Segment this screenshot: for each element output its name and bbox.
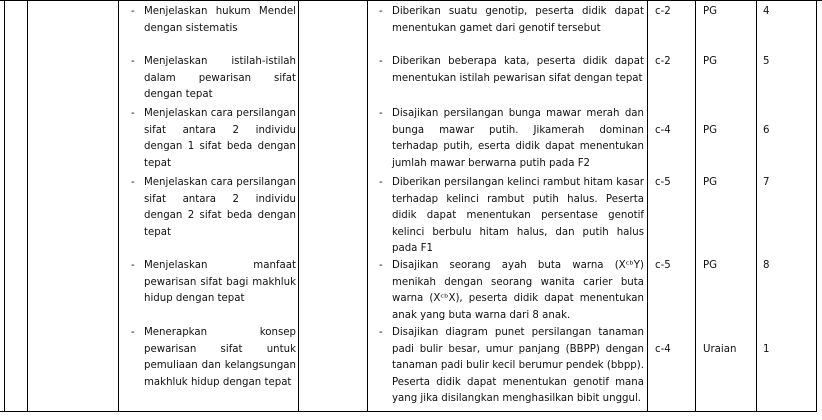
question-text: Diberikan suatu genotip, peserta didik dapat menentukan gamet dari genotif tersebut — [392, 6, 644, 34]
question-form: PG — [703, 6, 718, 17]
col-border-1 — [27, 0, 28, 412]
question-dash: - — [379, 56, 383, 67]
indicator-dash: - — [131, 327, 135, 338]
question-text: Diberikan beberapa kata, peserta didik dapat menentukan istilah pewarisan sifat dengan tepat — [392, 56, 644, 84]
table-top-border — [0, 0, 822, 1]
cognitive-level: c-4 — [655, 344, 671, 355]
question-dash: - — [379, 177, 383, 188]
indicator-dash: - — [131, 108, 135, 119]
question-number: 4 — [763, 6, 770, 17]
question-text: Disajikan seorang ayah buta warna (XᶜᵇY) menikah dengan seorang wanita carier buta warna (XᶜᵇX), peserta didik dapat menentukan anak yang buta warna dari 8 anak. — [392, 260, 644, 321]
indicator-text: Menjelaskan cara persilangan sifat antara 2 individu dengan 1 sifat beda dengan tepat — [144, 108, 296, 169]
indicator-dash: - — [131, 260, 135, 271]
question-text: Disajikan diagram punet persilangan tanaman padi bulir besar, umur panjang (BBPP) dengan tanaman padi bulir kecil berumur pendek (bbpp). Peserta didik dapat menentukan genotif mana yang jika disilangkan menghasilkan bibit unggul. — [392, 327, 644, 404]
col-border-3 — [298, 0, 299, 412]
question-dash: - — [379, 108, 383, 119]
cognitive-level: c-4 — [655, 125, 671, 136]
indicator-dash: - — [131, 56, 135, 67]
col-border-0 — [4, 0, 5, 412]
question-form: PG — [703, 125, 718, 136]
indicator-dash: - — [131, 6, 135, 17]
indicator-text: Menjelaskan manfaat pewarisan sifat bagi makhluk hidup dengan tepat — [144, 260, 296, 304]
question-text: Disajikan persilangan bunga mawar merah dan bunga mawar putih. Jikamerah dominan terhadap putih, eserta didik dapat menentukan jumlah mawar berwarna putih pada F2 — [392, 108, 644, 169]
col-border-8 — [816, 0, 817, 412]
question-number: 5 — [763, 56, 770, 67]
question-form: PG — [703, 56, 718, 67]
col-border-5 — [647, 0, 648, 412]
cognitive-level: c-2 — [655, 56, 671, 67]
question-form: Uraian — [703, 344, 737, 355]
indicator-text: Menerapkan konsep pewarisan sifat untuk pemuliaan dan kelangsungan makhluk hidup dengan tepat — [144, 327, 296, 388]
indicator-dash: - — [131, 177, 135, 188]
col-border-4 — [367, 0, 368, 412]
question-dash: - — [379, 6, 383, 17]
indicator-text: Menjelaskan cara persilangan sifat antara 2 individu dengan 2 sifat beda dengan tepat — [144, 177, 296, 238]
indicator-text: Menjelaskan hukum Mendel dengan sistematis — [144, 6, 296, 34]
question-form: PG — [703, 177, 718, 188]
col-border-2 — [118, 0, 119, 412]
question-number: 1 — [763, 344, 770, 355]
question-form: PG — [703, 260, 718, 271]
col-border-6 — [695, 0, 696, 412]
cognitive-level: c-2 — [655, 6, 671, 17]
question-number: 7 — [763, 177, 770, 188]
question-number: 8 — [763, 260, 770, 271]
indicator-text: Menjelaskan istilah-istilah dalam pewarisan sifat dengan tepat — [144, 56, 296, 100]
question-dash: - — [379, 327, 383, 338]
cognitive-level: c-5 — [655, 177, 671, 188]
cognitive-level: c-5 — [655, 260, 671, 271]
question-dash: - — [379, 260, 383, 271]
question-text: Diberikan persilangan kelinci rambut hitam kasar terhadap kelinci rambut putih halus. Peserta didik dapat menentukan persentase genotif kelinci berbulu hitam halus, dan putih halus pada F1 — [392, 177, 644, 254]
col-border-7 — [756, 0, 757, 412]
question-number: 6 — [763, 125, 770, 136]
